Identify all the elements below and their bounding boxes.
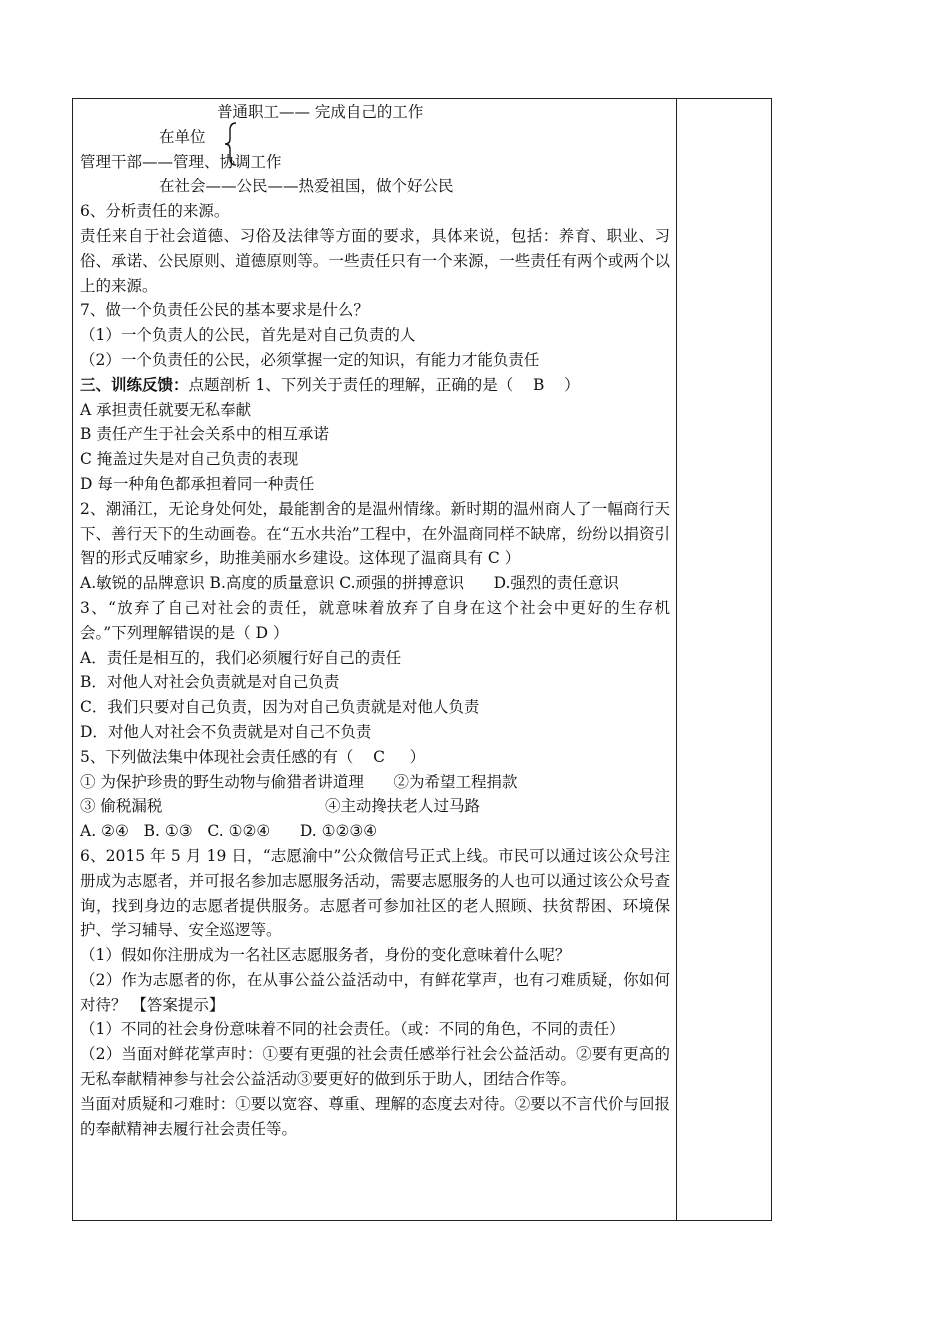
question-3-option-d: D．对他人对社会不负责就是对自己不负责 bbox=[80, 722, 372, 741]
question-3-option-b: B．对他人对社会负责就是对自己负责 bbox=[80, 673, 340, 692]
question-1-option-d: D 每一种角色都承担着同一种责任 bbox=[80, 474, 315, 493]
question-1 bbox=[80, 373, 670, 398]
structure-line-society: 在社会——公民——热爱祖国，做个好公民 bbox=[159, 177, 454, 196]
question-6: 6、2015 年 5 月 19 日，“志愿渝中”公众微信号正式上线。市民可以通过该公众号注册成为志愿者，并可报名参加志愿服务活动，需要志愿服务的人也可以通过该公众号查询，找到身边的志愿者提供服务。志愿者可参加社区的老人照顾、扶贫帮困、环境保护、学习辅导、安全巡逻等。 bbox=[80, 846, 670, 940]
question-1-text: 点题剖析 1、下列关于责任的理解，正确的是（ B ） bbox=[188, 375, 580, 394]
question-3-option-c: C．我们只要对自己负责，因为对自己负责就是对他人负责 bbox=[80, 698, 480, 717]
question-5-items-1: ① 为保护珍贵的野生动物与偷猎者讲道理 ②为希望工程捐款 bbox=[80, 772, 518, 791]
document-content bbox=[80, 100, 670, 1141]
section7-point-1: （1）一个负责人的公民，首先是对自己负责的人 bbox=[80, 326, 416, 345]
question-1-option-a: A 承担责任就要无私奉献 bbox=[80, 400, 252, 419]
structure-line-unit: 在单位 bbox=[159, 127, 206, 146]
question-5-answers: A. ②④ B. ①③ C. ①②④ D. ①②③④ bbox=[80, 822, 378, 841]
structure-line-worker: 普通职工—— 完成自己的工作 bbox=[217, 103, 424, 121]
question-3-option-a: A．责任是相互的，我们必须履行好自己的责任 bbox=[80, 648, 402, 667]
section7-title: 7、做一个负责任公民的基本要求是什么？ bbox=[80, 301, 369, 320]
structure-line-manager: 管理干部——管理、协调工作 bbox=[80, 152, 282, 171]
answer-hint-2: （2）当面对鲜花掌声时：①要有更强的社会责任感举行社会公益活动。②要有更高的无私奉献精神参与社会公益活动③要更好的做到乐于助人，团结合作等。 bbox=[80, 1045, 670, 1089]
question-6-part-2: （2）作为志愿者的你，在从事公益公益活动中，有鲜花掌声，也有刁难质疑，你如何对待？ 【答案提示】 bbox=[80, 970, 670, 1014]
section7-point-2: （2）一个负责任的公民，必须掌握一定的知识，有能力才能负责任 bbox=[80, 350, 540, 369]
question-5-items-2: ③ 偷税漏税 ④主动搀扶老人过马路 bbox=[80, 797, 481, 816]
question-2-options: A.敏锐的品牌意识 B.高度的质量意识 C.顽强的拼搏意识 D.强烈的责任意识 bbox=[80, 574, 619, 593]
feedback-heading: 三、训练反馈： bbox=[80, 374, 189, 394]
answer-hint-3: 当面对质疑和刁难时：①要以宽容、尊重、理解的态度去对待。②要以不言代价与回报的奉献精神去履行社会责任等。 bbox=[80, 1094, 670, 1138]
question-1-option-c: C 掩盖过失是对自己负责的表现 bbox=[80, 450, 299, 469]
question-2: 2、潮涌江，无论身处何处，最能割舍的是温州情缘。新时期的温州商人了一幅商行天下、善行天下的生动画卷。在“五水共治”工程中，在外温商同样不缺席，纷纷以捐资引智的形式反哺家乡，助推美丽水乡建设。这体现了温商具有 C ） bbox=[80, 499, 670, 568]
section6-body: 责任来自于社会道德、习俗及法律等方面的要求，具体来说，包括：养育、职业、习俗、承诺、公民原则、道德原则等。一些责任只有一个来源，一些责任有两个或两个以上的来源。 bbox=[80, 226, 670, 295]
question-5: 5、下列做法集中体现社会责任感的有（ C ） bbox=[80, 747, 426, 766]
table-column-divider bbox=[676, 98, 677, 1221]
section6-title: 6、分析责任的来源。 bbox=[80, 202, 230, 221]
question-3: 3、“放弃了自己对社会的责任，就意味着放弃了自身在这个社会中更好的生存机会。”下列理解错误的是（ D ） bbox=[80, 598, 670, 642]
question-1-option-b: B 责任产生于社会关系中的相互承诺 bbox=[80, 425, 329, 444]
answer-hint-1: （1）不同的社会身份意味着不同的社会责任。（或：不同的角色，不同的责任） bbox=[80, 1020, 625, 1039]
question-6-part-1: （1）假如你注册成为一名社区志愿服务者，身份的变化意味着什么呢？ bbox=[80, 946, 571, 965]
